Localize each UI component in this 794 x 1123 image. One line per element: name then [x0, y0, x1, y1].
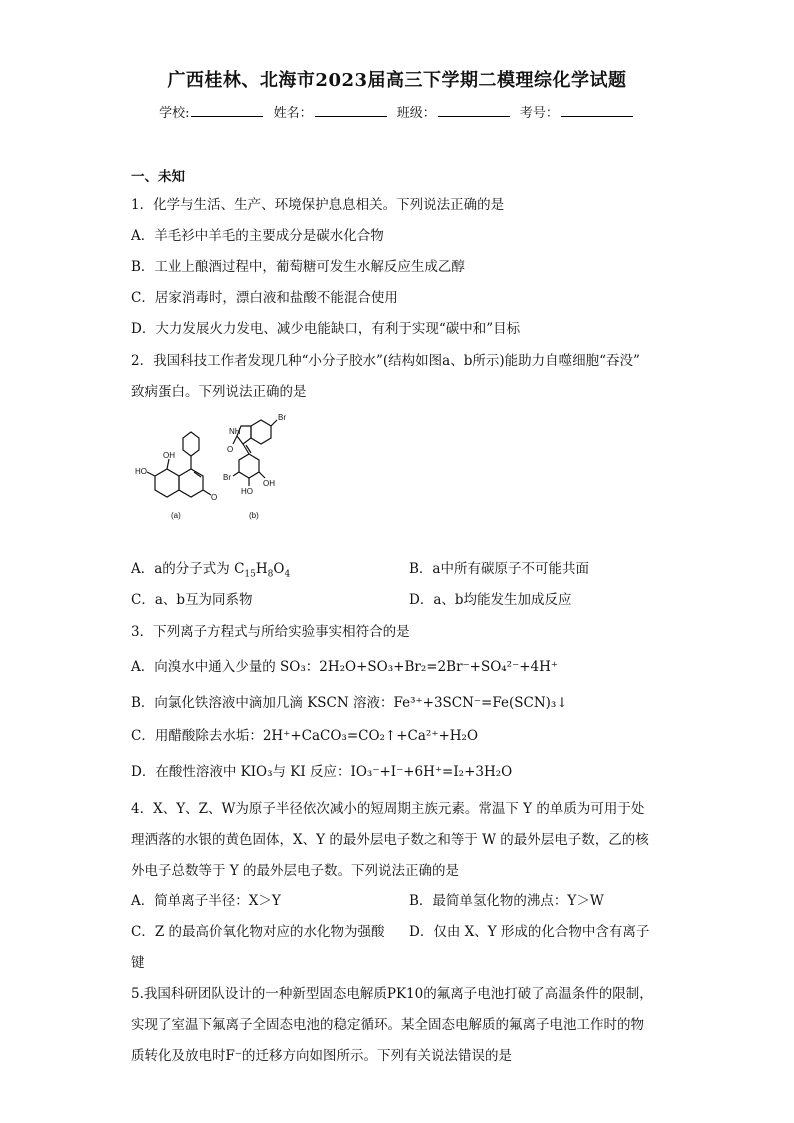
q2-stem-line2: 致病蛋白。下列说法正确的是: [131, 384, 307, 400]
molecule-a-caption: (a): [171, 511, 181, 520]
q5-stem-line2: 实现了室温下氟离子全固态电池的稳定循环。某全固态电解质的氟离子电池工作时的物: [131, 1017, 644, 1033]
molecule-b-benzene-ring: [251, 420, 271, 444]
q4-option-d: D．仅由 X、Y 形成的化合物中含有离子: [409, 924, 650, 940]
school-blank[interactable]: [191, 104, 263, 117]
q4-option-a: A．简单离子半径：X＞Y: [131, 893, 281, 909]
q3-option-b: B．向氯化铁溶液中滴加几滴 KSCN 溶液：Fe³⁺+3SCN⁻=Fe(SCN)₃↓: [131, 695, 568, 711]
q5-stem-line3: 质转化及放电时F⁻的迁移方向如图所示。下列有关说法错误的是: [131, 1048, 512, 1064]
molecule-a-benzene-ring: [155, 469, 179, 497]
molecule-a-o-label: O: [211, 493, 218, 502]
q1-stem: 1．化学与生活、生产、环境保护息息相关。下列说法正确的是: [131, 197, 505, 213]
class-label: 班级：: [396, 106, 436, 121]
q4-stem-line3: 外电子总数等于 Y 的最外层电子数。下列说法正确的是: [131, 863, 459, 879]
student-info-line: [0, 102, 794, 121]
q4-stem-line2: 理洒落的水银的黄色固体，X、Y 的最外层电子数之和等于 W 的最外层电子数，乙的核: [131, 832, 649, 848]
q4-option-c: C．Z 的最高价氧化物对应的水化物为强酸: [131, 924, 385, 940]
molecule-b-ho-label: HO: [241, 487, 253, 496]
q4-stem-line1: 4．X、Y、Z、W为原子半径依次减小的短周期主族元素。常温下 Y 的单质为可用于处: [131, 801, 645, 817]
q1-option-c: C．居家消毒时，漂白液和盐酸不能混合使用: [131, 290, 398, 306]
q2-option-a: A．a的分子式为 $C_{15}H_8O_4$: [131, 561, 291, 580]
q1-option-d: D．大力发展火力发电、减少电能缺口，有利于实现“碳中和”目标: [131, 321, 521, 337]
q2-option-c: C．a、b互为同系物: [131, 592, 253, 608]
q4-option-d-continued: 键: [131, 955, 145, 971]
q1-option-a: A．羊毛衫中羊毛的主要成分是碳水化合物: [131, 228, 384, 244]
q4-option-b: B．最简单氢化物的沸点：Y＞W: [409, 893, 604, 909]
molecule-a-pyrone-ring: [179, 469, 203, 497]
molecule-a-phenyl-ring: [183, 432, 199, 456]
section-heading: 一、未知: [131, 169, 185, 185]
molecule-b-br-label-top: Br: [278, 413, 286, 422]
q3-option-a: A．向溴水中通入少量的 SO₃：2H₂O+SO₃+Br₂=2Br⁻+SO₄²⁻+4H⁺: [131, 659, 559, 675]
molecule-b-oh-label: OH: [263, 479, 275, 488]
q2-option-d: D．a、b均能发生加成反应: [409, 592, 572, 608]
school-label: 学校:: [159, 106, 190, 121]
q5-stem-line1: 5.我国科研团队设计的一种新型固态电解质PK10的氟离子电池打破了高温条件的限制，: [131, 986, 653, 1002]
molecule-b-br-label-bottom: Br: [223, 473, 231, 482]
q3-option-c: C．用醋酸除去水垢：2H⁺+CaCO₃=CO₂↑+Ca²⁺+H₂O: [131, 728, 479, 744]
q1-option-b: B．工业上酿酒过程中，葡萄糖可发生水解反应生成乙醇: [131, 259, 465, 275]
q3-option-d: D．在酸性溶液中 KIO₃与 KI 反应：IO₃⁻+I⁻+6H⁺=I₂+3H₂O: [131, 764, 513, 780]
name-label: 姓名：: [273, 106, 313, 121]
q3-stem: 3．下列离子方程式与所给实验事实相符合的是: [131, 624, 410, 640]
q2-option-b: B．a中所有碳原子不可能共面: [409, 561, 589, 577]
page-title: 广西桂林、北海市2023届高三下学期二模理综化学试题: [167, 70, 627, 91]
exam-number-blank[interactable]: [561, 104, 633, 117]
molecule-b-nh-label: NH: [229, 427, 241, 436]
molecule-a-ho-label: HO: [135, 467, 147, 476]
molecule-b-o-label: O: [227, 445, 234, 454]
exam-number-label: 考号：: [519, 106, 559, 121]
molecule-b-catechol-ring: [239, 454, 259, 478]
q2-stem-line1: 2．我国科技工作者发现几种“小分子胶水”(结构如图a、b所示)能助力自噬细胞“吞没”: [131, 353, 640, 369]
class-blank[interactable]: [438, 104, 510, 117]
molecule-a-oh-label: OH: [163, 451, 175, 460]
name-blank[interactable]: [315, 104, 387, 117]
molecule-b-caption: (b): [249, 511, 259, 520]
molecule-structures-figure: [133, 412, 293, 538]
